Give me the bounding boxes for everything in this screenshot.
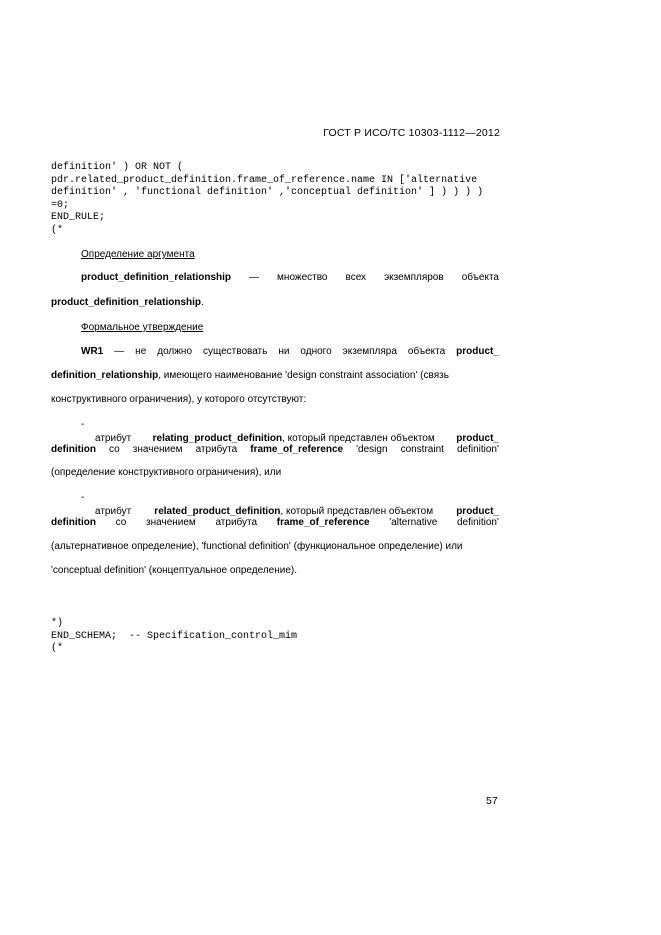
code-line: END_SCHEMA; -- Specification_control_mim bbox=[51, 630, 298, 642]
code-line: pdr.related_product_definition.frame_of_reference.name IN ['alternative bbox=[51, 174, 478, 186]
bullet-1-line-1: - атрибут relating_product_definition, который представлен объектом product_ bbox=[81, 419, 499, 444]
code-line: =0; bbox=[51, 199, 70, 211]
bullet-marker: - bbox=[81, 419, 85, 430]
code-line: definition' ) OR NOT ( bbox=[51, 162, 184, 173]
code-line: END_RULE; bbox=[51, 212, 106, 224]
code-line: (* bbox=[51, 643, 64, 655]
wr1-label: WR1 bbox=[81, 346, 104, 357]
code-block-top bbox=[51, 162, 483, 238]
bullet-2-line-3: (альтернативное определение), 'functional definition' (функциональное определение) или bbox=[51, 541, 463, 552]
code-line: definition' , 'functional definition' ,'conceptual definition' ] ) ) ) ) bbox=[51, 187, 484, 199]
argument-term: product_definition_relationship bbox=[81, 272, 232, 283]
wr1-line-3: конструктивного ограничения), у которого отсутствуют: bbox=[51, 394, 307, 405]
bullet-2-line-2: definition со значением атрибута frame_of_reference 'alternative definition' bbox=[51, 517, 499, 528]
argument-definition-line-2: product_definition_relationship. bbox=[51, 297, 204, 308]
bullet-1-line-2: definition со значением атрибута frame_of_reference 'design constraint definition' bbox=[51, 444, 499, 455]
formal-statement-heading: Формальное утверждение bbox=[81, 322, 204, 333]
wr1-line-1: WR1 — не должно существовать ни одного экземпляра объекта product_ bbox=[81, 346, 499, 357]
argument-heading: Определение аргумента bbox=[81, 249, 195, 260]
bullet-marker: - bbox=[81, 492, 85, 503]
wr1-line-2: definition_relationship, имеющего наименование 'design constraint association' (связь bbox=[51, 370, 449, 381]
page-number: 57 bbox=[486, 795, 498, 807]
bullet-1-line-3: (определение конструктивного ограничения), или bbox=[51, 467, 282, 478]
code-line: (* bbox=[51, 224, 64, 236]
document-header: ГОСТ Р ИСО/ТС 10303-1112—2012 bbox=[323, 127, 500, 139]
code-line: *) bbox=[51, 618, 64, 629]
argument-definition-line-1: product_definition_relationship — множество всех экземпляров объекта bbox=[81, 272, 499, 283]
code-block-bottom bbox=[51, 618, 297, 656]
bullet-2-line-1: - атрибут related_product_definition, который представлен объектом product_ bbox=[81, 492, 499, 517]
bullet-2-line-4: 'conceptual definition' (концептуальное определение). bbox=[51, 565, 297, 576]
